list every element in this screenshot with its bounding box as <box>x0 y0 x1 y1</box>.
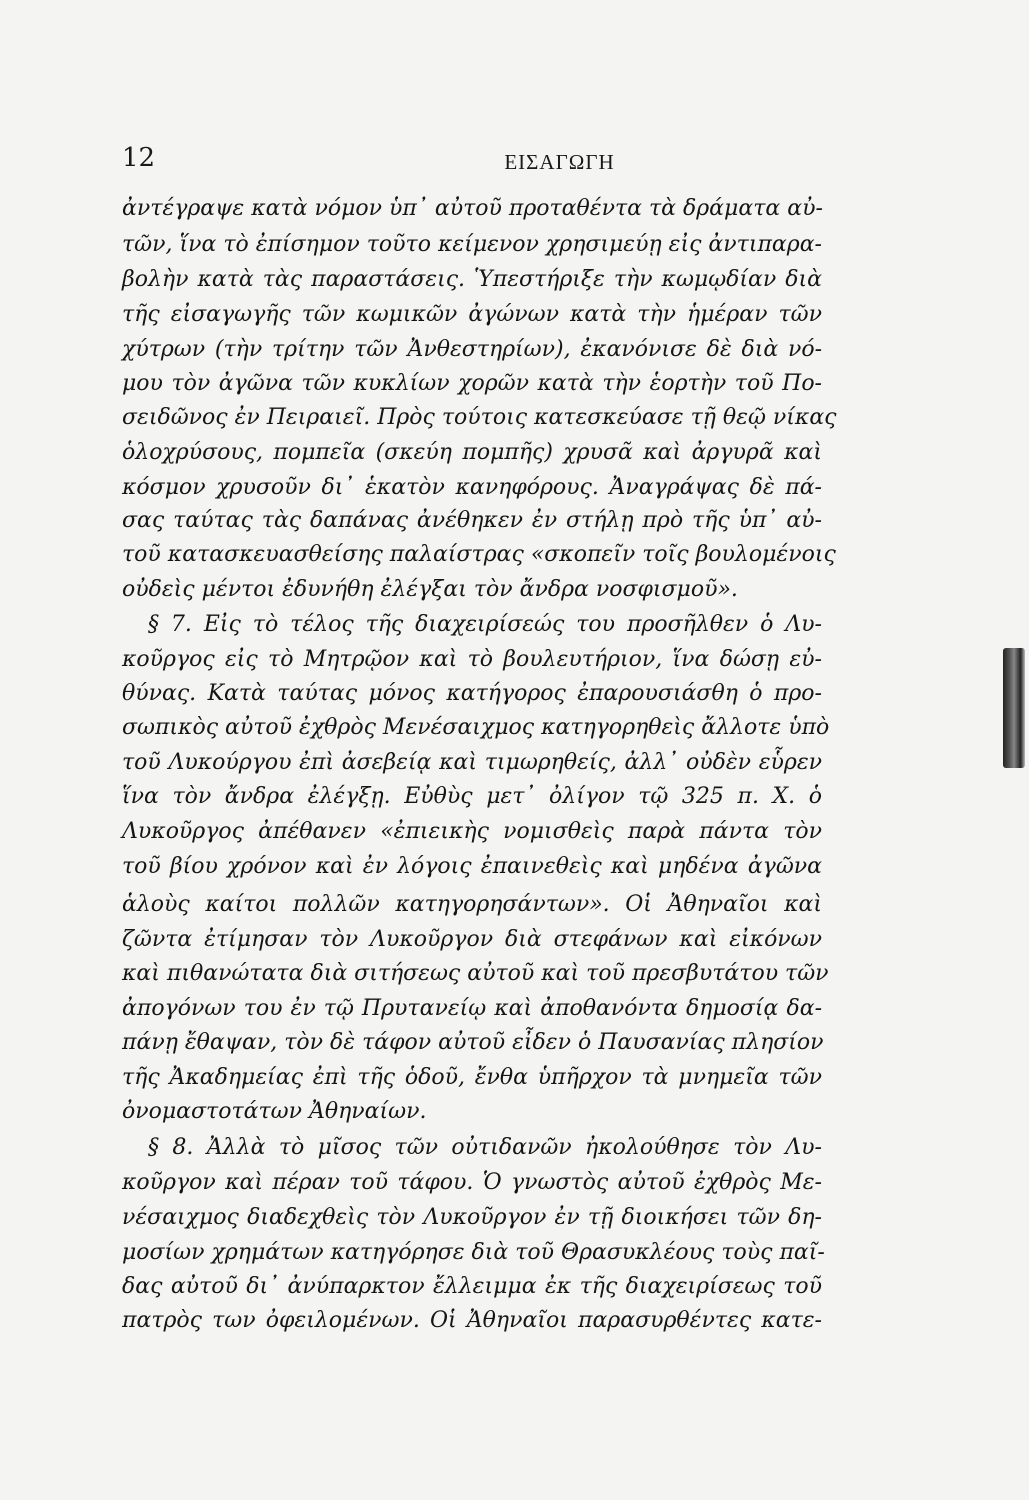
text-line: ἀπογόνων του ἐν τῷ Πρυτανείῳ καὶ ἀποθανόντα δημοσίᾳ δα- <box>122 996 822 1021</box>
text-line: κοῦργος εἰς τὸ Μητρῷον καὶ τὸ βουλευτήριον, ἵνα δώσῃ εὐ- <box>122 647 822 672</box>
text-line: δας αὐτοῦ δι᾿ ἀνύπαρκτον ἔλλειμμα ἐκ τῆς διαχειρίσεως τοῦ <box>122 1274 822 1299</box>
text-line: πατρὸς των ὀφειλομένων. Οἱ Ἀθηναῖοι παρασυρθέντες κατε- <box>122 1308 822 1333</box>
text-line: θύνας. Κατὰ ταύτας μόνος κατήγορος ἐπαρουσιάσθη ὁ προ- <box>122 681 822 706</box>
text-line: καὶ πιθανώτατα διὰ σιτήσεως αὐτοῦ καὶ τοῦ πρεσβυτάτου τῶν <box>122 961 829 986</box>
text-line: νέσαιχμος διαδεχθεὶς τὸν Λυκοῦργον ἐν τῇ διοικήσει τῶν δη- <box>122 1205 822 1230</box>
scan-edge-artifact <box>1003 648 1025 768</box>
text-line: πάνῃ ἔθαψαν, τὸν δὲ τάφον αὐτοῦ εἶδεν ὁ Παυσανίας πλησίον <box>122 1030 824 1055</box>
text-line: ζῶντα ἐτίμησαν τὸν Λυκοῦργον διὰ στεφάνων καὶ εἰκόνων <box>122 927 822 952</box>
text-line: ὁλοχρύσους, πομπεῖα (σκεύη πομπῆς) χρυσᾶ καὶ ἀργυρᾶ καὶ <box>122 440 822 465</box>
page-number: 12 <box>122 143 156 173</box>
text-line: οὐδεὶς μέντοι ἐδυνήθη ἐλέγξαι τὸν ἄνδρα νοσφισμοῦ». <box>122 577 738 602</box>
section-paragraph-start: § 8. Ἀλλὰ τὸ μῖσος τῶν οὐτιδανῶν ἠκολούθησε τὸν Λυ- <box>148 1135 822 1160</box>
section-paragraph-start: § 7. Εἰς τὸ τέλος τῆς διαχειρίσεώς του προσῆλθεν ὁ Λυ- <box>148 612 822 637</box>
text-line: Λυκοῦργος ἀπέθανεν «ἐπιεικὴς νομισθεὶς παρὰ πάντα τὸν <box>122 819 822 844</box>
text-line: ἀντέγραψε κατὰ νόμον ὑπ᾿ αὐτοῦ προταθέντα τὰ δράματα αὐ- <box>122 196 823 221</box>
text-line: χύτρων (τὴν τρίτην τῶν Ἀνθεστηρίων), ἐκανόνισε δὲ διὰ νό- <box>122 337 822 362</box>
text-line: μοσίων χρημάτων κατηγόρησε διὰ τοῦ Θρασυκλέους τοὺς παῖ- <box>122 1240 825 1265</box>
text-line: σειδῶνος ἐν Πειραιεῖ. Πρὸς τούτοις κατεσκεύασε τῇ θεῷ νίκας <box>122 405 837 430</box>
text-line: τῶν, ἵνα τὸ ἐπίσημον τοῦτο κείμενον χρησιμεύῃ εἰς ἀντιπαρα- <box>122 232 822 257</box>
text-line: σωπικὸς αὐτοῦ ἐχθρὸς Μενέσαιχμος κατηγορηθεὶς ἄλλοτε ὑπὸ <box>122 715 830 740</box>
text-line: βολὴν κατὰ τὰς παραστάσεις. Ὑπεστήριξε τὴν κωμῳδίαν διὰ <box>122 267 822 292</box>
running-title: ΕΙΣΑΓΩΓΗ <box>504 150 615 174</box>
text-line: ἁλοὺς καίτοι πολλῶν κατηγορησάντων». Οἱ Ἀθηναῖοι καὶ <box>122 892 822 917</box>
text-line: κοῦργον καὶ πέραν τοῦ τάφου. Ὁ γνωστὸς αὐτοῦ ἐχθρὸς Με- <box>122 1170 822 1195</box>
text-line: ἵνα τὸν ἄνδρα ἐλέγξῃ. Εὐθὺς μετ᾿ ὀλίγον τῷ 325 π. Χ. ὁ <box>122 784 822 809</box>
text-line: τοῦ κατασκευασθείσης παλαίστρας «σκοπεῖν τοῖς βουλομένοις <box>122 542 836 567</box>
text-line: μου τὸν ἀγῶνα τῶν κυκλίων χορῶν κατὰ τὴν ἑορτὴν τοῦ Πο- <box>122 371 822 396</box>
text-line: τοῦ βίου χρόνον καὶ ἐν λόγοις ἐπαινεθεὶς καὶ μηδένα ἀγῶνα <box>122 854 822 879</box>
text-line: τῆς Ἀκαδημείας ἐπὶ τῆς ὁδοῦ, ἔνθα ὑπῆρχον τὰ μνημεῖα τῶν <box>122 1065 822 1090</box>
text-line: κόσμον χρυσοῦν δι᾿ ἑκατὸν κανηφόρους. Ἀναγράψας δὲ πά- <box>122 475 822 500</box>
text-line: τοῦ Λυκούργου ἐπὶ ἀσεβείᾳ καὶ τιμωρηθείς, ἀλλ᾿ οὐδὲν εὗρεν <box>122 750 822 775</box>
text-line: ὀνομαστοτάτων Ἀθηναίων. <box>122 1099 427 1124</box>
text-line: σας ταύτας τὰς δαπάνας ἀνέθηκεν ἐν στήλῃ πρὸ τῆς ὑπ᾿ αὐ- <box>122 508 822 533</box>
text-line: τῆς εἰσαγωγῆς τῶν κωμικῶν ἀγώνων κατὰ τὴν ἡμέραν τῶν <box>122 302 822 327</box>
